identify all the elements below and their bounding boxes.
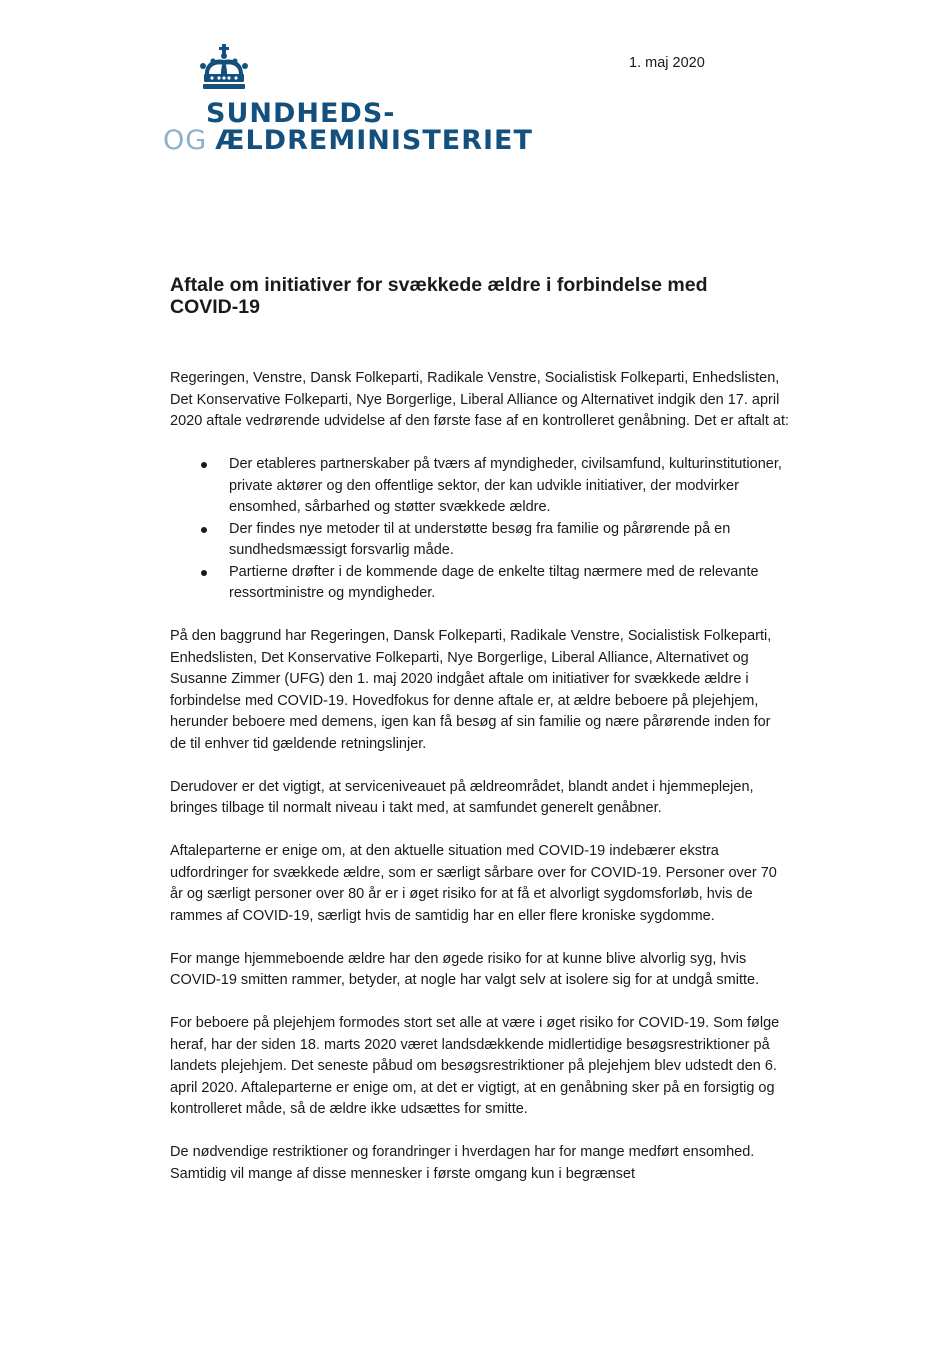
intro-paragraph: Regeringen, Venstre, Dansk Folkeparti, Radikale Venstre, Socialistisk Folkeparti, Enhedslisten, Det Konservative Folkeparti, Nye Borgerlige, Liberal Alliance og Alternativet indgik den 17. april 2020 aftale vedrørende udvidelse af den første fase af en kontrolleret genåbning. Det er aftalt at: xyxy=(170,370,790,429)
logo-main: ÆLDREMINISTERIET xyxy=(215,125,533,156)
body-paragraph: For mange hjemmeboende ældre har den øgede risiko for at kunne blive alvorlig syg, hvis COVID-19 smitten rammer, betyder, at nogle har valgt selv at isolere sig for at undgå smitte. xyxy=(170,950,760,988)
body-paragraph: Aftaleparterne er enige om, at den aktuelle situation med COVID-19 indebærer ekstra udfordringer for svækkede ældre, som er særligt sårbare over for COVID-19. Personer over 70 år og særligt personer over 80 år er i øget risiko for at få et alvorligt sygdomsforløb, hvis de rammes af COVID-19, særligt hvis de samtidig har en eller flere kroniske sygdomme. xyxy=(170,843,777,924)
body-paragraph: På den baggrund har Regeringen, Dansk Folkeparti, Radikale Venstre, Socialistisk Folkeparti, Enhedslisten, Det Konservative Folkeparti, Nye Borgerlige, Liberal Alliance, Alternativet og Susanne Zimmer (UFG) den 1. maj 2020 indgået aftale om initiativer for svækkede ældre i forbindelse med COVID-19. Hovedfokus for denne aftale er, at ældre beboere på plejehjem, herunder beboere med demens, igen kan få besøg af sin familie og nære pårørende inden for de til enhver tid gældende retningslinjer. xyxy=(170,628,772,752)
document-date: 1. maj 2020 xyxy=(629,55,705,71)
bullet-item: Partierne drøfter i de kommende dage de enkelte tiltag nærmere med de relevante ressortministre og myndigheder. xyxy=(170,562,790,605)
body-paragraph: Derudover er det vigtigt, at serviceniveauet på ældreområdet, blandt andet i hjemmeplejen, bringes tilbage til normalt niveau i takt med, at samfundet generelt genåbner. xyxy=(170,778,754,816)
agreement-bullet-list xyxy=(170,454,790,605)
logo-text-line2 xyxy=(163,127,533,154)
logo-prefix: OG xyxy=(163,125,208,156)
bullet-item: Der findes nye metoder til at understøtte besøg fra familie og pårørende på en sundhedsmæssigt forsvarlig måde. xyxy=(170,519,790,562)
document-body xyxy=(170,368,790,1207)
body-paragraph: For beboere på plejehjem formodes stort set alle at være i øget risiko for COVID-19. Som følge heraf, har der siden 18. marts 2020 været landsdækkende midlertidige besøgsrestriktioner på landets plejehjem. Det seneste påbud om besøgsrestriktioner på plejehjem blev udstedt den 6. april 2020. Aftaleparterne er enige om, at det er vigtigt, at en genåbning sker på en forsigtig og kontrolleret måde, så de ældre ikke udsættes for smitte. xyxy=(170,1015,780,1117)
ministry-logo xyxy=(163,44,533,156)
bullet-item: Der etableres partnerskaber på tværs af myndigheder, civilsamfund, kulturinstitutioner, private aktører og den offentlige sektor, der kan udvikle initiativer, der modvirker ensomhed, sårbarhed og støtter svækkede ældre. xyxy=(170,454,790,519)
body-paragraph: De nødvendige restriktioner og forandringer i hverdagen har for mange medført ensomhed. Samtidig vil mange af disse mennesker i første omgang kun i begrænset xyxy=(170,1144,755,1182)
crown-icon xyxy=(199,44,249,92)
logo-text-line1: SUNDHEDS- xyxy=(206,98,396,129)
document-title: Aftale om initiativer for svækkede ældre i forbindelse med COVID-19 xyxy=(170,274,708,318)
